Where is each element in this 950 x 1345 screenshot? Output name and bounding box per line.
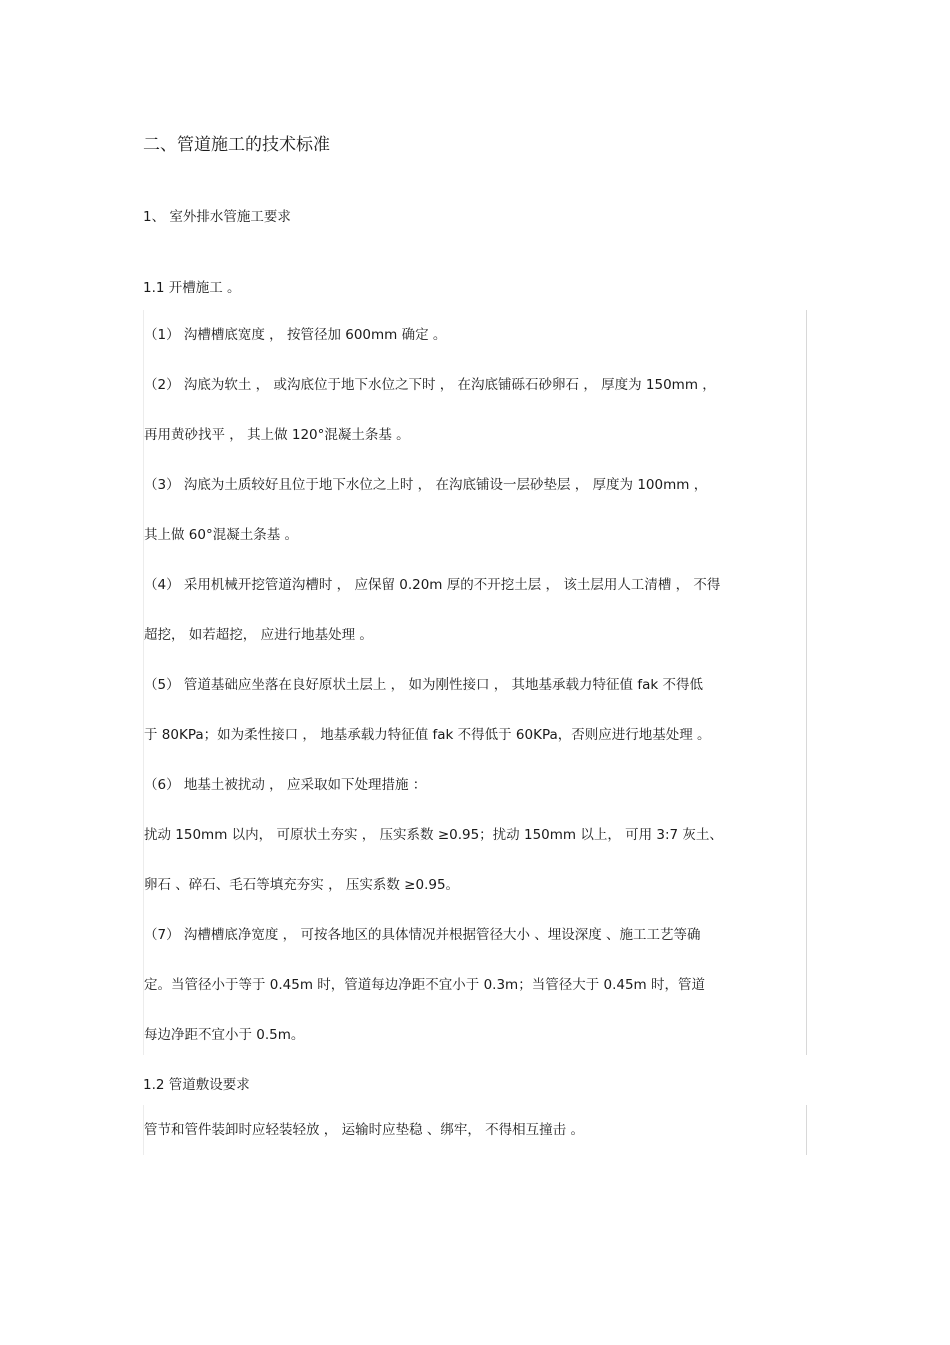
paragraph-line: 超挖， 如若超挖， 应进行地基处理 。 — [144, 627, 373, 643]
paragraph-line: （2） 沟底为软土 ， 或沟底位于地下水位之下时 ， 在沟底铺砾石砂卵石 ， 厚度为 150mm ， — [144, 377, 716, 393]
paragraph-line: 管节和管件装卸时应轻装轻放 ， 运输时应垫稳 、绑牢， 不得相互撞击 。 — [144, 1122, 584, 1138]
paragraph-line: 扰动 150mm 以内， 可原状土夯实 ， 压实系数 ≥0.95；扰动 150mm 以上， 可用 3:7 灰土、 — [144, 827, 723, 843]
paragraph-line: （7） 沟槽槽底净宽度 ， 可按各地区的具体情况并根据管径大小 、埋设深度 、施工工艺等确 — [144, 927, 701, 943]
subsection-heading: 1.1 开槽施工 。 — [143, 280, 241, 296]
paragraph-line: （5） 管道基础应坐落在良好原状土层上 ， 如为刚性接口 ， 其地基承载力特征值 fak 不得低 — [144, 677, 703, 693]
paragraph-line: （4） 采用机械开挖管道沟槽时 ， 应保留 0.20m 厚的不开挖土层 ， 该土层用人工清槽 ， 不得 — [144, 577, 721, 593]
paragraph-line: （6） 地基土被扰动 ， 应采取如下处理措施 ： — [144, 777, 427, 793]
page-title: 二、管道施工的技术标准 — [143, 135, 330, 155]
paragraph-line: 于 80KPa；如为柔性接口 ， 地基承载力特征值 fak 不得低于 60KPa，否则应进行地基处理 。 — [144, 727, 711, 743]
text-block — [143, 310, 807, 1055]
paragraph-line: 卵石 、碎石、毛石等填充夯实 ， 压实系数 ≥0.95。 — [144, 877, 460, 893]
paragraph-line: 每边净距不宜小于 0.5m。 — [144, 1027, 305, 1043]
paragraph-line: （3） 沟底为土质较好且位于地下水位之上时 ， 在沟底铺设一层砂垫层 ， 厚度为 100mm ， — [144, 477, 708, 493]
paragraph-line: 再用黄砂找平 ， 其上做 120°混凝土条基 。 — [144, 427, 410, 443]
text-block — [143, 1105, 807, 1155]
paragraph-line: 其上做 60°混凝土条基 。 — [144, 527, 299, 543]
paragraph-line: （1） 沟槽槽底宽度 ， 按管径加 600mm 确定 。 — [144, 327, 447, 343]
subsection-heading: 1.2 管道敷设要求 — [143, 1077, 250, 1093]
section-heading: 1、 室外排水管施工要求 — [143, 209, 291, 225]
paragraph-line: 定。当管径小于等于 0.45m 时，管道每边净距不宜小于 0.3m；当管径大于 0.45m 时，管道 — [144, 977, 705, 993]
